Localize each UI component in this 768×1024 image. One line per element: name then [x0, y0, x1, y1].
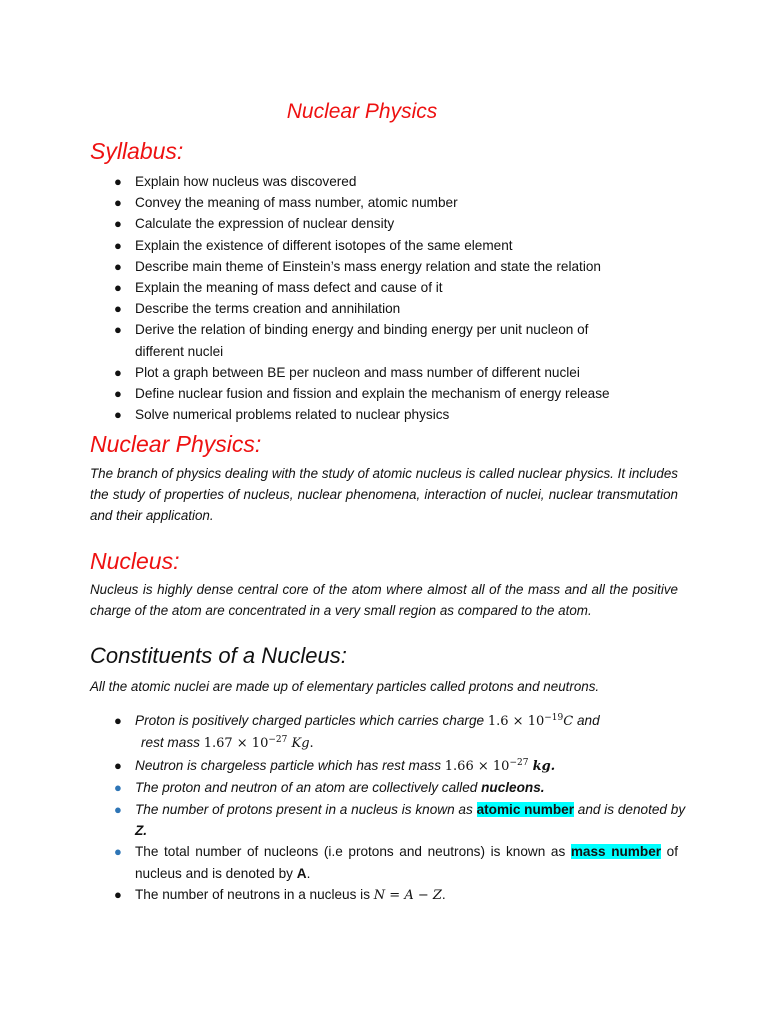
constituents-list: [90, 710, 690, 907]
list-item-proton: ● Proton is positively charged particles which carries charge $1.6 \times 10^{-19}C$ and rest mass $1.67 \times 10^{-27}$ Kg.: [90, 710, 690, 755]
neutron-formula: N = A − Z: [373, 888, 442, 904]
bullet-icon: ●: [114, 887, 122, 903]
bullet-icon: ●: [114, 195, 122, 211]
bullet-icon: ●: [114, 322, 122, 338]
list-item: ● Describe the terms creation and annihilation: [90, 298, 690, 319]
document-title: Nuclear Physics: [286, 100, 438, 123]
list-item: ● Solve numerical problems related to nuclear physics: [90, 404, 690, 425]
bullet-icon: ●: [114, 364, 122, 380]
bullet-icon: ●: [114, 757, 122, 773]
nuclear-physics-heading: Nuclear Physics:: [90, 431, 262, 457]
syllabus-list: [90, 171, 690, 425]
list-item: ● Explain the meaning of mass defect and cause of it: [90, 277, 690, 298]
constituents-intro: All the atomic nuclei are made up of elementary particles called protons and neutrons.: [90, 679, 600, 694]
bullet-icon: ●: [114, 713, 122, 728]
bullet-icon: ●: [114, 386, 122, 402]
list-item-neutron: ● Neutron is chargeless particle which has rest mass $1.66 \times 10^{-27}$ kg.: [90, 755, 690, 777]
nucleus-definition: Nucleus is highly dense central core of the atom where almost all of the mass and all the positive charge of the atom are concentrated in a very small region as compared to the atom.: [90, 582, 678, 618]
constituents-heading: Constituents of a Nucleus:: [90, 643, 347, 668]
bullet-icon: ●: [114, 844, 122, 860]
neutron-mass-value: $1.66 \times 10^{-27}$ kg.: [444, 757, 556, 774]
bullet-icon: ●: [114, 407, 122, 423]
bullet-icon: ●: [114, 280, 122, 296]
syllabus-heading: Syllabus:: [90, 138, 184, 164]
list-item: ● Explain how nucleus was discovered: [90, 171, 690, 192]
nucleus-heading: Nucleus:: [90, 548, 180, 574]
mass-number-highlight: mass number: [570, 844, 662, 860]
list-item: ● Describe main theme of Einstein’s mass energy relation and state the relation: [90, 256, 690, 277]
list-item: ● Calculate the expression of nuclear density: [90, 213, 690, 234]
list-item: ● Plot a graph between BE per nucleon and mass number of different nuclei: [90, 362, 690, 383]
list-item: ● Define nuclear fusion and fission and explain the mechanism of energy release: [90, 383, 690, 404]
bullet-icon: ●: [114, 801, 122, 817]
list-item-mass-number: ● The total number of nucleons (i.e protons and neutrons) is known as mass number of nucleus and is denoted by A.: [90, 841, 690, 884]
list-item: ● Derive the relation of binding energy and binding energy per unit nucleon of different nuclei: [90, 319, 690, 361]
atomic-number-highlight: atomic number: [476, 801, 575, 817]
nuclear-physics-definition: The branch of physics dealing with the study of atomic nucleus is called nuclear physics. It includes the study of properties of nucleus, nuclear phenomena, interaction of nuclei, nuclear transmutation and their application.: [90, 466, 678, 523]
list-item-neutron-count: ● The number of neutrons in a nucleus is N = A − Z.: [90, 884, 690, 906]
bullet-icon: ●: [114, 258, 122, 274]
proton-charge-value: $1.6 \times 10^{-19}C$: [487, 713, 574, 729]
list-item: ● Explain the existence of different isotopes of the same element: [90, 235, 690, 256]
bullet-icon: ●: [114, 174, 122, 189]
bullet-icon: ●: [114, 216, 122, 232]
proton-mass-value: $1.67 \times 10^{-27}$ Kg.: [203, 735, 314, 752]
bullet-icon: ●: [114, 780, 122, 796]
bullet-icon: ●: [114, 301, 122, 317]
list-item-nucleons: ● The proton and neutron of an atom are collectively called nucleons.: [90, 777, 690, 798]
list-item-atomic-number: ● The number of protons present in a nucleus is known as atomic number and is denoted by Z.: [90, 799, 690, 842]
bullet-icon: ●: [114, 237, 122, 253]
list-item: ● Convey the meaning of mass number, atomic number: [90, 192, 690, 213]
